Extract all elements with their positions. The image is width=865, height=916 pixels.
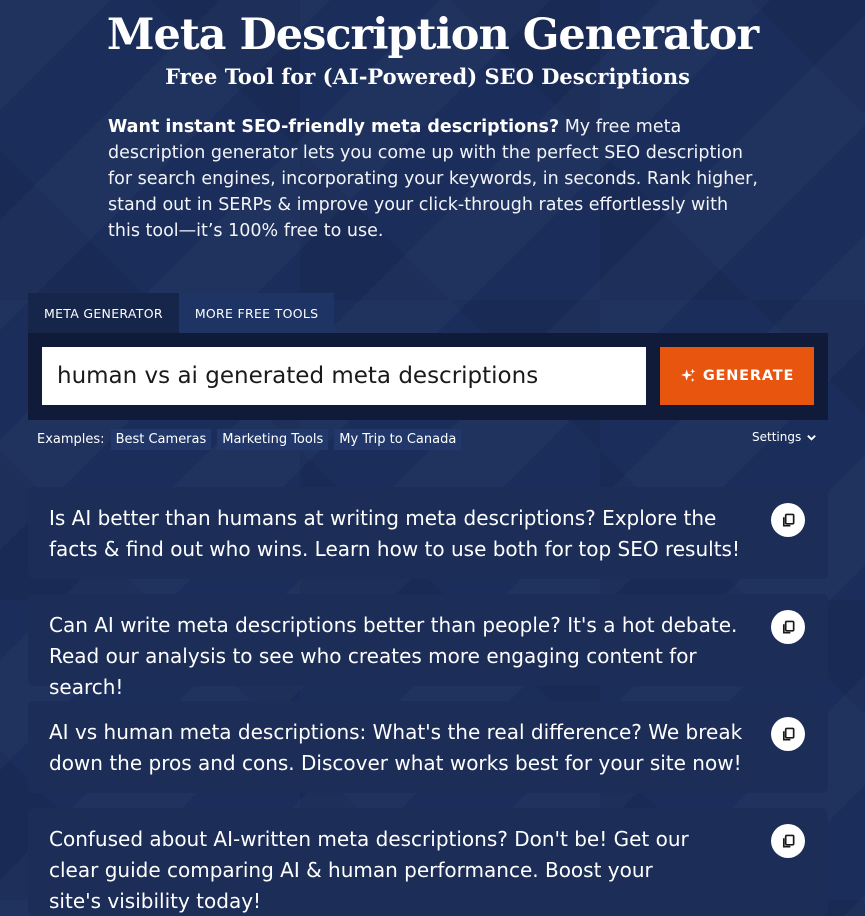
copy-button[interactable] (771, 610, 805, 644)
copy-button[interactable] (771, 824, 805, 858)
tab-more-free-tools[interactable]: MORE FREE TOOLS (179, 293, 335, 333)
keyword-input[interactable] (42, 347, 646, 405)
page-title: Meta Description Generator (106, 10, 759, 60)
result-text: Is AI better than humans at writing meta descriptions? Explore the facts & find out who wins. Learn how to use both for top SEO results! (49, 506, 740, 561)
copy-icon (781, 513, 796, 528)
examples-row (37, 428, 461, 450)
result-text: Can AI write meta descriptions better than people? It's a hot debate. Read our analysis to see who creates more engaging content for search! (49, 613, 738, 699)
copy-icon (781, 727, 796, 742)
result-text: AI vs human meta descriptions: What's the real difference? We break down the pros and cons. Discover what works best for your site now! (49, 720, 743, 775)
intro-lead: Want instant SEO-friendly meta descriptions? (108, 117, 560, 137)
sparkle-icon (680, 368, 696, 384)
intro-paragraph (108, 114, 758, 244)
settings-toggle[interactable] (752, 430, 817, 444)
tab-meta-generator[interactable]: META GENERATOR (28, 293, 179, 333)
example-chip[interactable]: Marketing Tools (217, 429, 328, 450)
result-card (28, 808, 828, 916)
generator-panel (28, 333, 828, 420)
generate-button[interactable] (660, 347, 814, 405)
example-chip[interactable]: My Trip to Canada (334, 429, 461, 450)
result-card (28, 701, 828, 793)
example-chip[interactable]: Best Cameras (111, 429, 212, 450)
copy-icon (781, 620, 796, 635)
copy-button[interactable] (771, 717, 805, 751)
generate-button-label: GENERATE (702, 368, 795, 384)
result-card (28, 487, 828, 579)
result-text: Confused about AI-written meta descriptions? Don't be! Get our clear guide comparing AI & human performance. Boost your site's visibility today! (49, 827, 689, 913)
tool-tabs (28, 293, 334, 333)
copy-button[interactable] (771, 503, 805, 537)
page-subtitle: Free Tool for (AI-Powered) SEO Descriptions (165, 64, 690, 89)
copy-icon (781, 834, 796, 849)
intro-body: My free meta description generator lets you come up with the perfect SEO description for search engines, incorporating your keywords, in seconds. Rank higher, stand out in SERPs & improve your click-through rates effortlessly with this tool—it’s 100% free to use. (108, 117, 758, 241)
settings-label: Settings (752, 430, 802, 444)
examples-label: Examples: (37, 431, 105, 447)
result-card (28, 594, 828, 699)
chevron-down-icon (806, 432, 817, 443)
